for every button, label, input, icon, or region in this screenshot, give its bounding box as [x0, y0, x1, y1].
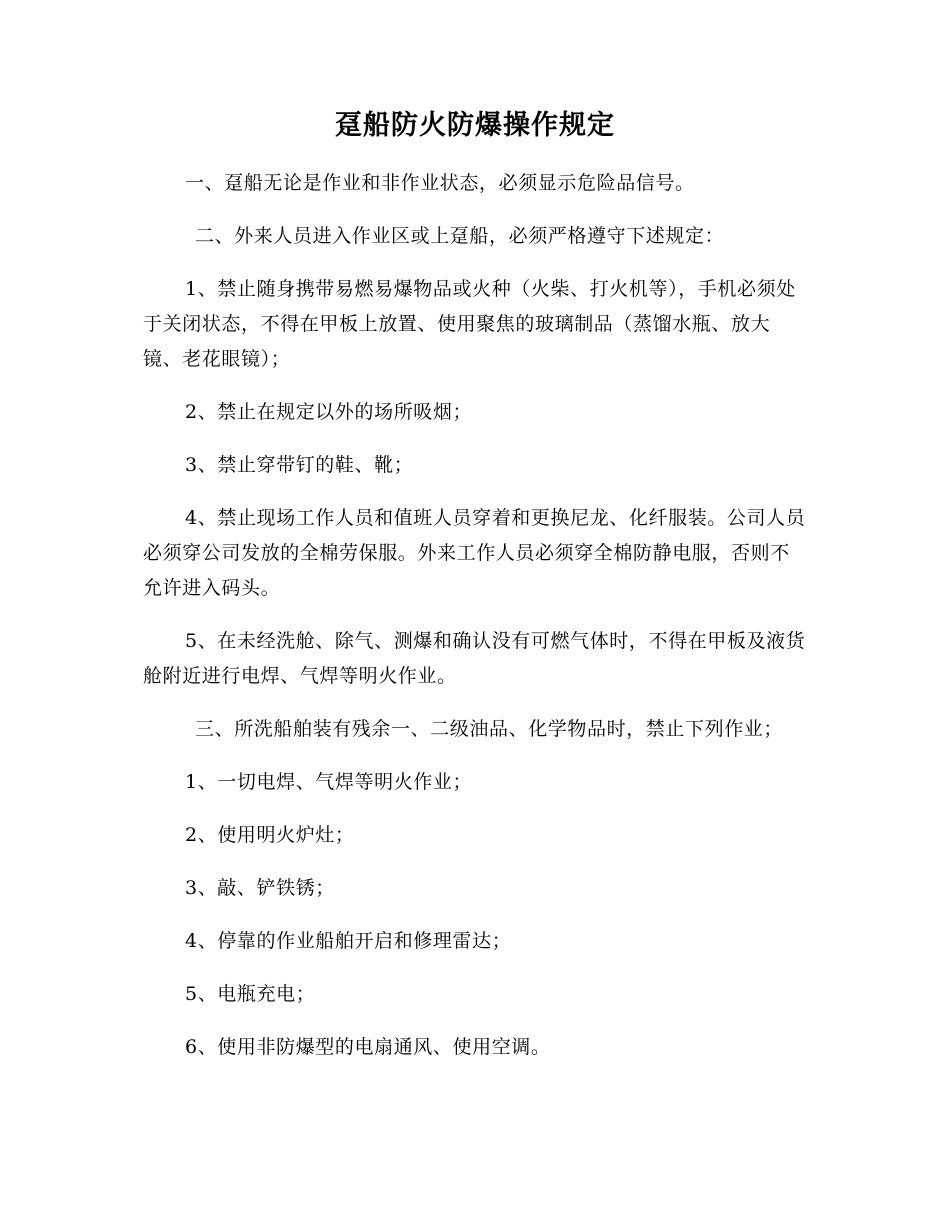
paragraph-rule-2-3: 3、禁止穿带钉的鞋、靴；: [185, 454, 414, 476]
paragraph-rule-3-6: 6、使用非防爆型的电扇通风、使用空调。: [185, 1036, 551, 1058]
paragraph-rule-3-1: 1、一切电焊、气焊等明火作业；: [185, 771, 473, 793]
paragraph-rule-2-5: 5、在未经洗舱、除气、测爆和确认没有可燃气体时，不得在甲板及液货舱附近进行电焊、气焊等明火作业。: [143, 630, 806, 687]
paragraph-rule-2-2: 2、禁止在规定以外的场所吸烟；: [185, 401, 473, 423]
paragraph-rule-3-3: 3、敲、铲铁锈；: [185, 877, 335, 899]
paragraph-section-3: 三、所洗船舶装有残余一、二级油品、化学物品时，禁止下列作业；: [195, 718, 784, 740]
paragraph-section-2: 二、外来人员进入作业区或上趸船，必须严格遵守下述规定：: [195, 225, 725, 247]
paragraph-rule-3-5: 5、电瓶充电；: [185, 983, 316, 1005]
paragraph-section-1: 一、趸船无论是作业和非作业状态，必须显示危险品信号。: [185, 172, 695, 194]
paragraph-rule-3-4: 4、停靠的作业船舶开启和修理雷达；: [185, 930, 512, 952]
document-title: 趸船防火防爆操作规定: [335, 110, 615, 141]
paragraph-rule-2-1: 1、禁止随身携带易燃易爆物品或火种（火柴、打火机等），手机必须处于关闭状态，不得在甲板上放置、使用聚焦的玻璃制品（蒸馏水瓶、放大镜、老花眼镜）；: [143, 278, 796, 370]
paragraph-rule-3-2: 2、使用明火炉灶；: [185, 824, 355, 846]
paragraph-rule-2-4: 4、禁止现场工作人员和值班人员穿着和更换尼龙、化纤服装。公司人员必须穿公司发放的全棉劳保服。外来工作人员必须穿全棉防静电服，否则不允许进入码头。: [143, 507, 806, 599]
document-page: [143, 108, 807, 1083]
